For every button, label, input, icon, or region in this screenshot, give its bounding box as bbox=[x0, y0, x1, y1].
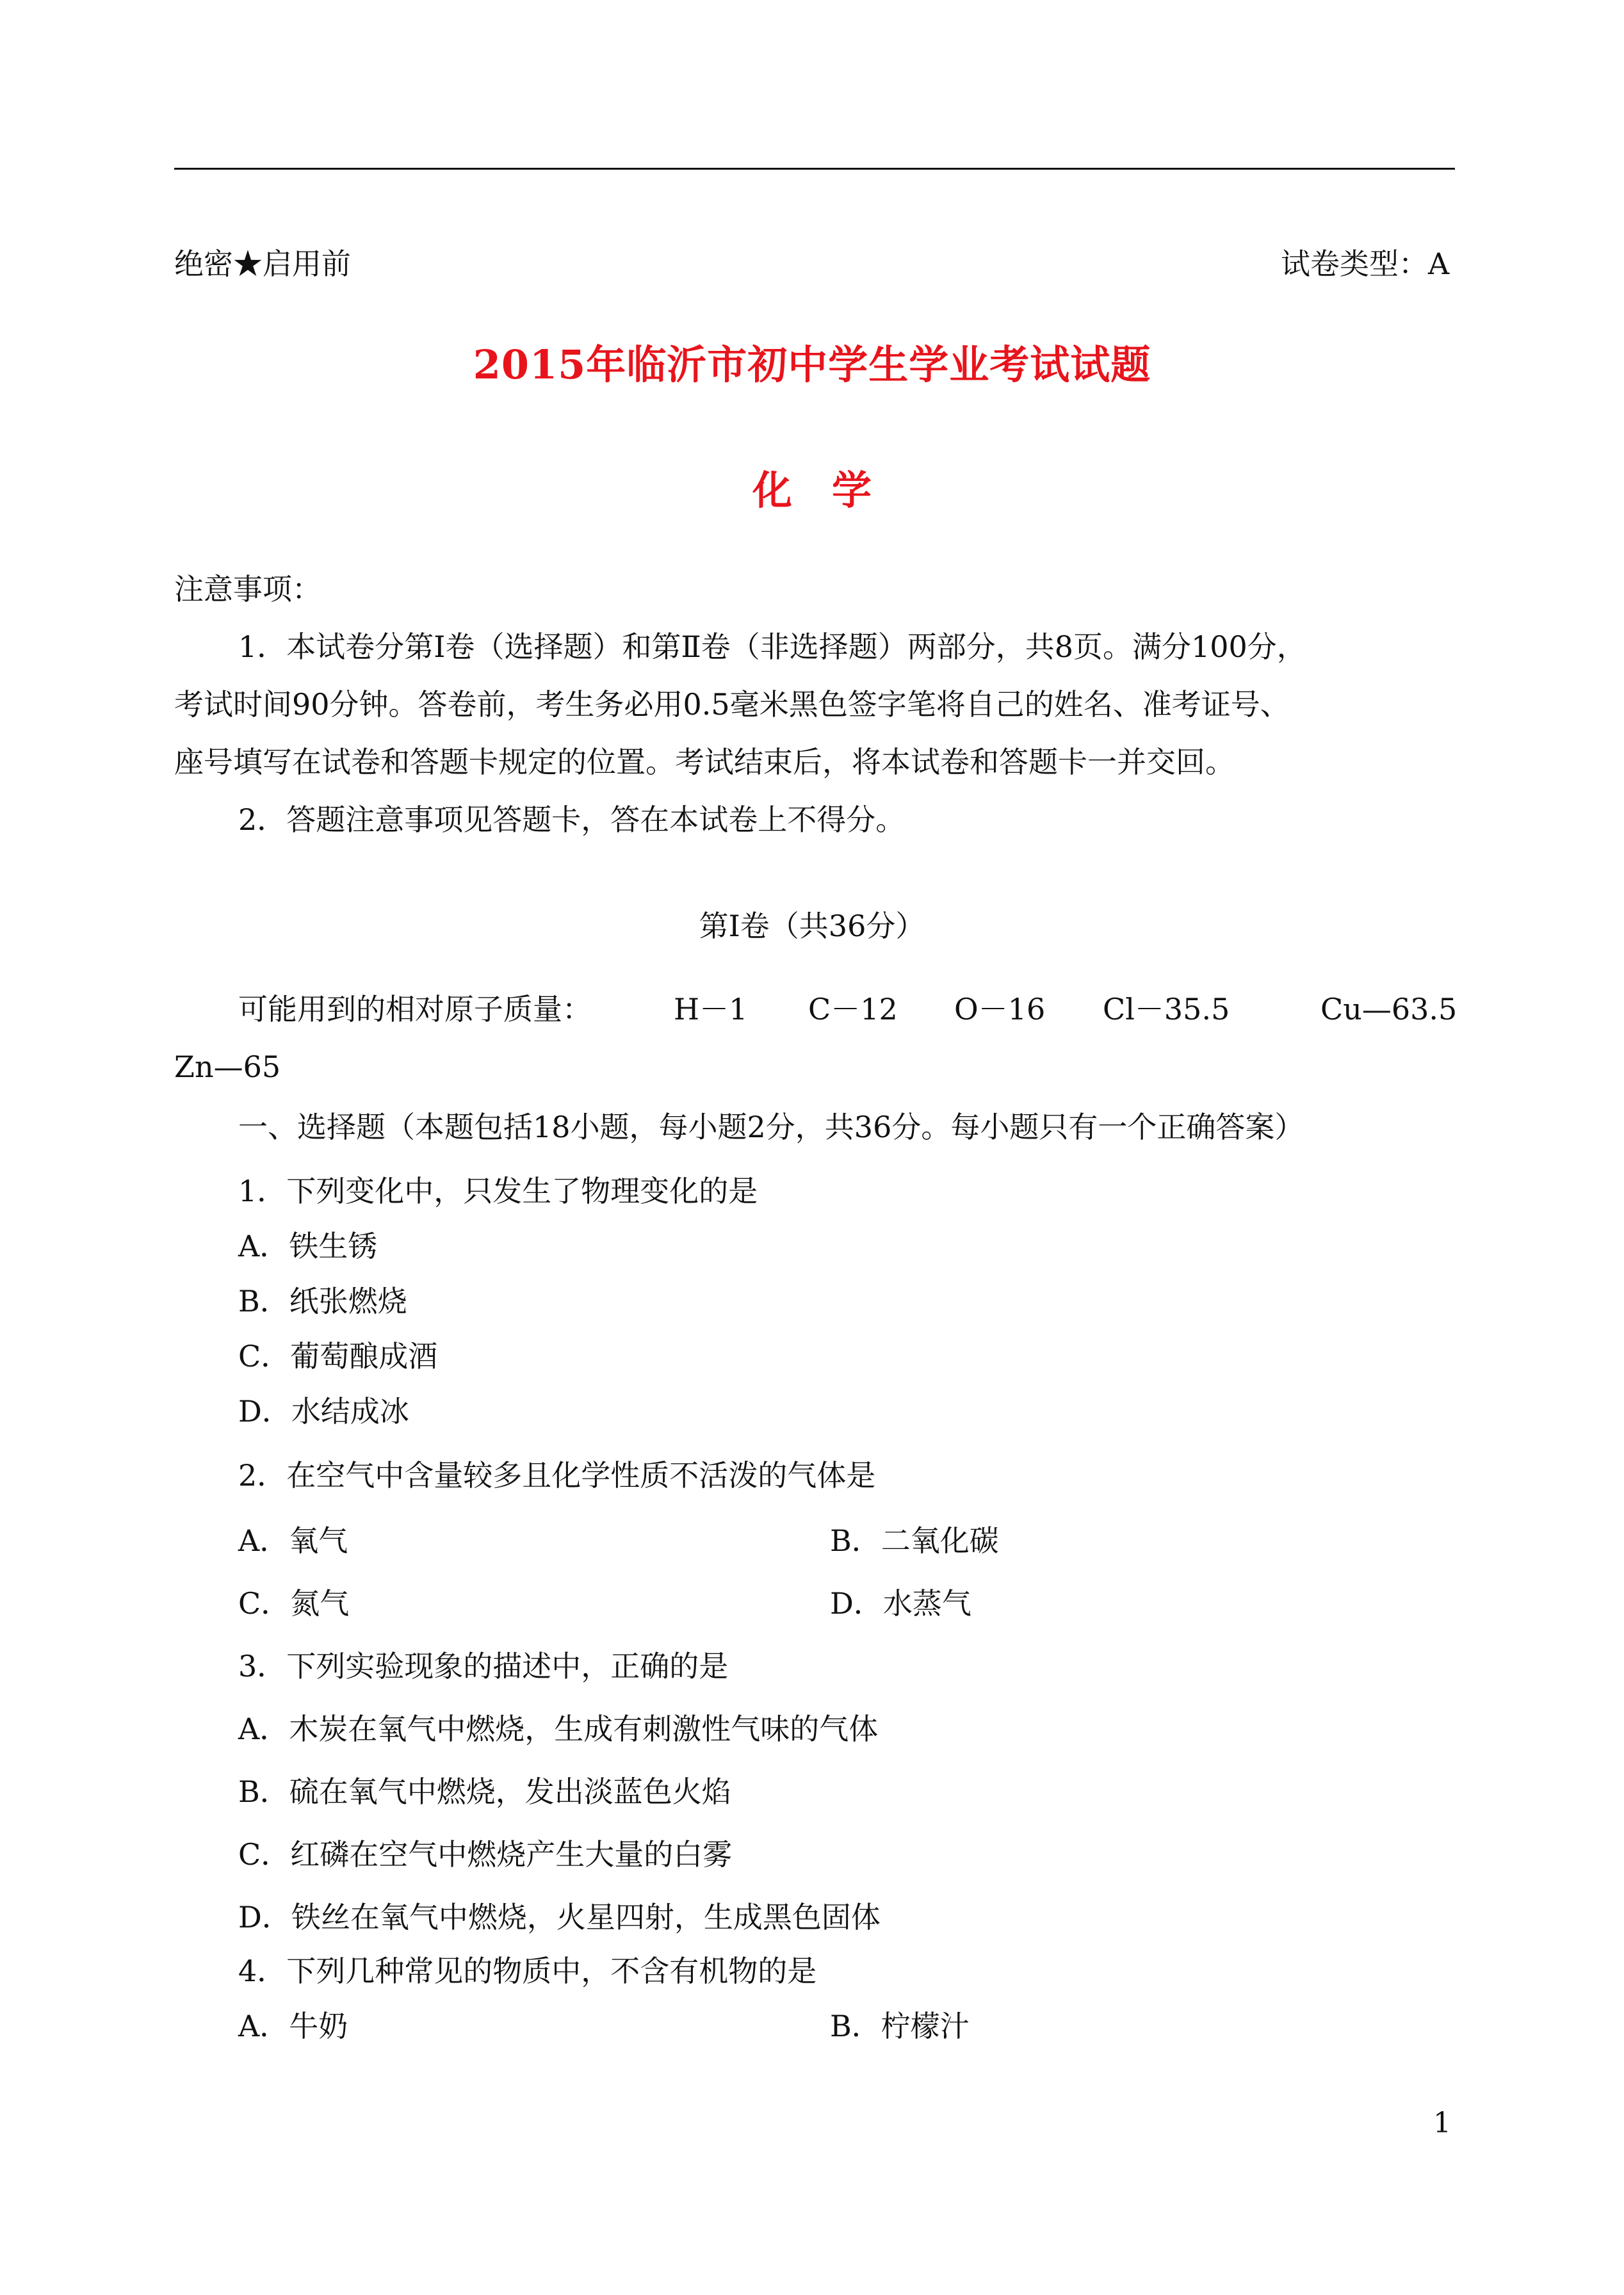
question-4-stem: 4．下列几种常见的物质中，不含有机物的是 bbox=[238, 1954, 817, 1988]
page-number: 1 bbox=[1433, 2107, 1451, 2139]
question-2-option-d: D．水蒸气 bbox=[830, 1586, 971, 1621]
atomic-mass-h: H－1 bbox=[674, 992, 748, 1026]
atomic-mass-o: O－16 bbox=[954, 992, 1046, 1026]
question-3-option-a: A．木炭在氧气中燃烧，生成有刺激性气味的气体 bbox=[238, 1712, 879, 1746]
notes-item-1-line-2: 考试时间90分钟。答卷前，考生务必用0.5毫米黑色签字笔将自己的姓名、准考证号、 bbox=[174, 687, 1290, 722]
atomic-mass-cu: Cu—63.5 bbox=[1320, 992, 1458, 1026]
question-4-option-b: B．柠檬汁 bbox=[830, 2009, 970, 2043]
question-1-stem: 1．下列变化中，只发生了物理变化的是 bbox=[238, 1174, 758, 1208]
notes-item-1-line-3: 座号填写在试卷和答题卡规定的位置。考试结束后，将本试卷和答题卡一并交回。 bbox=[174, 745, 1235, 779]
question-4-option-a: A．牛奶 bbox=[238, 2009, 348, 2043]
paper-type-label: 试卷类型：A bbox=[1281, 247, 1450, 281]
question-2-stem: 2．在空气中含量较多且化学性质不活泼的气体是 bbox=[238, 1458, 876, 1493]
atomic-mass-cl: Cl－35.5 bbox=[1103, 992, 1230, 1026]
atomic-mass-label: 可能用到的相对原子质量： bbox=[238, 992, 592, 1026]
question-1-option-c: C．葡萄酿成酒 bbox=[238, 1339, 438, 1374]
atomic-mass-zn: Zn—65 bbox=[174, 1050, 281, 1084]
part-heading: 一、选择题（本题包括18小题，每小题2分，共36分。每小题只有一个正确答案） bbox=[238, 1110, 1304, 1144]
question-2-option-a: A．氧气 bbox=[238, 1523, 348, 1558]
question-2-option-b: B．二氧化碳 bbox=[830, 1523, 999, 1558]
question-3-option-c: C．红磷在空气中燃烧产生大量的白雾 bbox=[238, 1837, 733, 1872]
notes-heading: 注意事项： bbox=[174, 572, 321, 606]
notes-item-1-line-1: 1．本试卷分第Ⅰ卷（选择题）和第Ⅱ卷（非选择题）两部分，共8页。满分100分， bbox=[238, 629, 1306, 664]
question-1-option-a: A．铁生锈 bbox=[238, 1229, 378, 1263]
subject-title: 化 学 bbox=[752, 467, 872, 514]
question-3-option-d: D．铁丝在氧气中燃烧，火星四射，生成黑色固体 bbox=[238, 1900, 881, 1934]
exam-title: 2015年临沂市初中学生学业考试试题 bbox=[473, 341, 1151, 388]
header-rule bbox=[174, 168, 1455, 170]
question-3-option-b: B．硫在氧气中燃烧，发出淡蓝色火焰 bbox=[238, 1774, 731, 1809]
question-3-stem: 3．下列实验现象的描述中，正确的是 bbox=[238, 1649, 729, 1683]
notes-item-2: 2．答题注意事项见答题卡，答在本试卷上不得分。 bbox=[238, 802, 905, 837]
secrecy-label: 绝密★启用前 bbox=[174, 247, 351, 281]
question-2-option-c: C．氮气 bbox=[238, 1586, 350, 1621]
atomic-mass-c: C－12 bbox=[808, 992, 898, 1026]
section-title: 第Ⅰ卷（共36分） bbox=[699, 909, 925, 943]
question-1-option-d: D．水结成冰 bbox=[238, 1394, 409, 1429]
question-1-option-b: B．纸张燃烧 bbox=[238, 1284, 407, 1318]
